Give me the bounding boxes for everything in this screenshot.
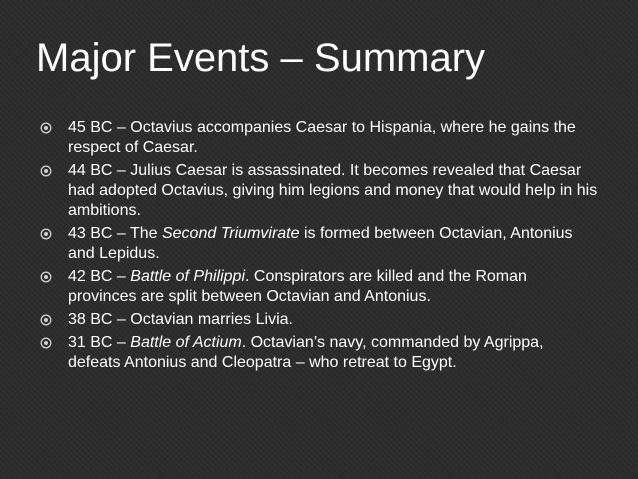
bullet-item [38,224,598,264]
bullet-item [38,333,598,373]
slide-title: Major Events – Summary [36,36,486,80]
bullet-text: 38 BC – Octavian marries Livia. [68,311,293,328]
bullet-text: 43 BC – The Second Triumvirate is formed between Octavian, Antonius and Lepidus. [68,225,573,262]
circle-dot-icon [40,228,52,240]
bullet-text: 42 BC – Battle of Philippi. Conspirators are killed and the Roman provinces are split between Octavian and Antonius. [68,268,527,305]
bullet-text: 31 BC – Battle of Actium. Octavian’s navy, commanded by Agrippa, defeats Antonius and Cleopatra – who retreat to Egypt. [68,334,544,371]
bullet-text: 44 BC – Julius Caesar is assassinated. It becomes revealed that Caesar had adopted Octavius, giving him legions and money that would help in his ambitions. [68,162,598,219]
bullet-item [38,161,598,221]
circle-dot-icon [40,271,52,283]
bullet-item [38,310,598,330]
bullet-item [38,118,598,158]
circle-dot-icon [40,165,52,177]
bullet-list [38,118,598,376]
circle-dot-icon [40,314,52,326]
bullet-text: 45 BC – Octavius accompanies Caesar to Hispania, where he gains the respect of Caesar. [68,119,576,156]
circle-dot-icon [40,122,52,134]
circle-dot-icon [40,337,52,349]
bullet-item [38,267,598,307]
